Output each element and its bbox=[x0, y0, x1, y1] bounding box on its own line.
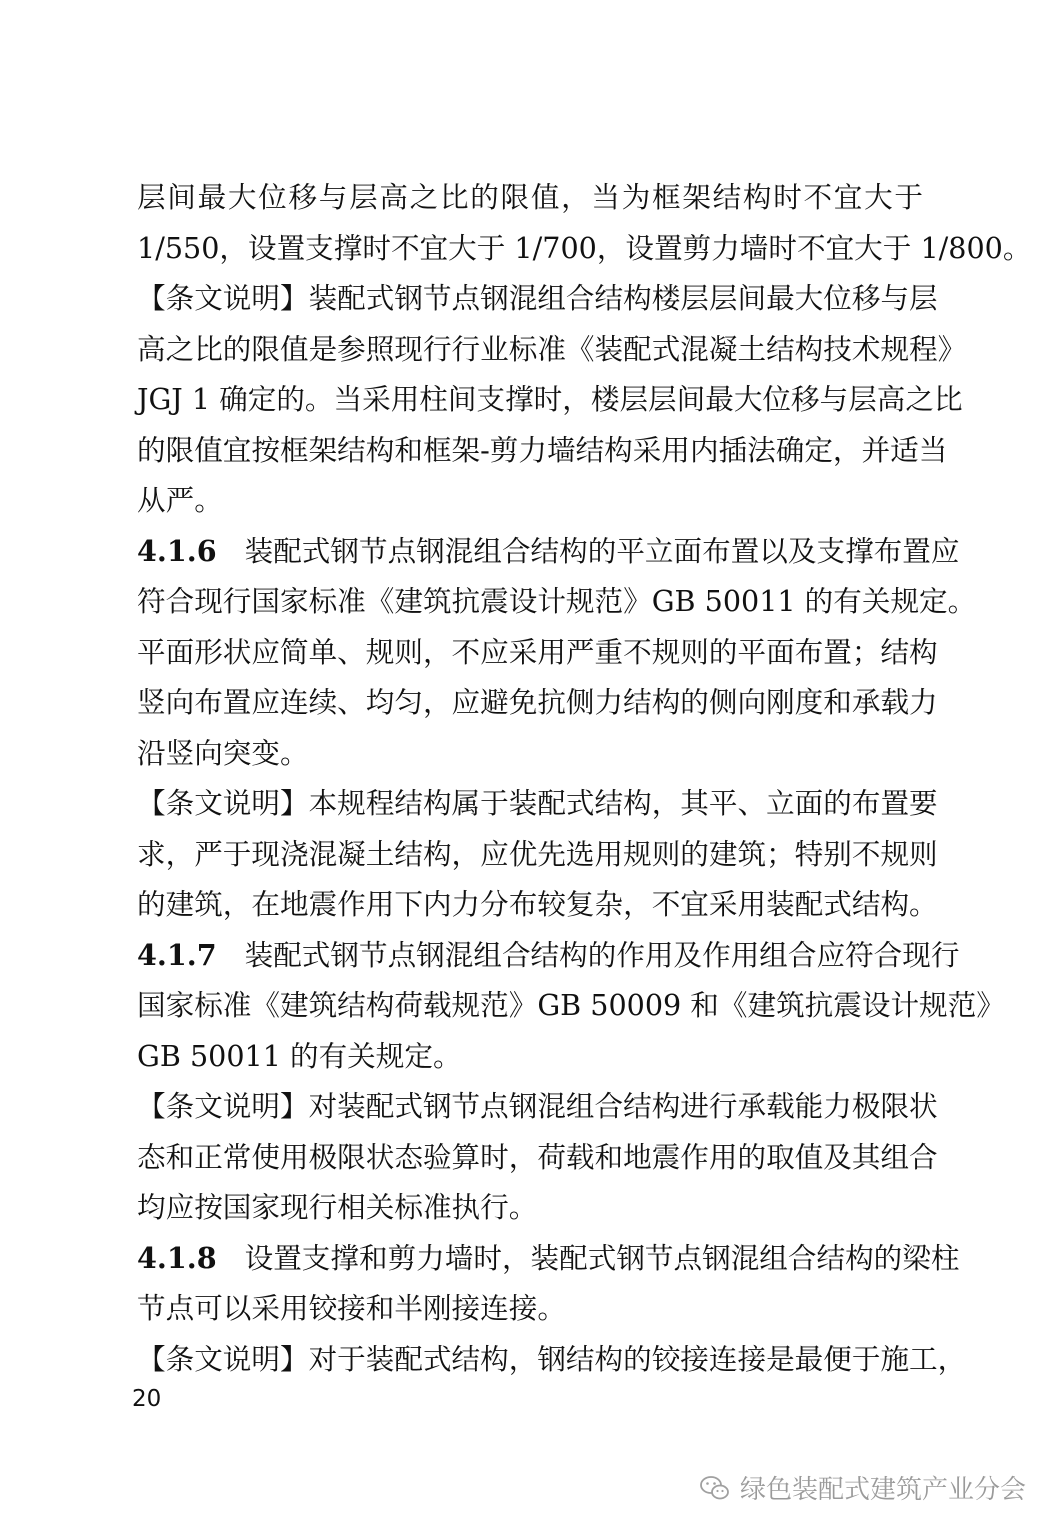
line-text: 高之比的限值是参照现行行业标准《装配式混凝土结构技术规程》 bbox=[137, 331, 967, 366]
text-line bbox=[137, 930, 960, 981]
line-text: GB 50011 的有关规定。 bbox=[137, 1038, 462, 1073]
line-text: 装配式钢节点钢混组合结构的作用及作用组合应符合现行 bbox=[244, 937, 960, 972]
line-text: 均应按国家现行相关标准执行。 bbox=[137, 1190, 538, 1224]
watermark-text: 绿色装配式建筑产业分会 bbox=[740, 1475, 1027, 1505]
text-line bbox=[137, 829, 938, 880]
line-text: 从严。 bbox=[137, 483, 223, 517]
line-text: 态和正常使用极限状态验算时，荷载和地震作用的取值及其组合 bbox=[137, 1139, 938, 1174]
text-line bbox=[137, 475, 923, 526]
text-line bbox=[137, 374, 963, 425]
page-number: 20 bbox=[132, 1386, 162, 1412]
line-text: 【条文说明】本规程结构属于装配式结构，其平、立面的布置要 bbox=[137, 786, 938, 820]
clause-number: 4.1.7 bbox=[137, 937, 217, 972]
text-line bbox=[137, 324, 967, 375]
text-line bbox=[137, 1233, 960, 1284]
text-line bbox=[137, 980, 1005, 1031]
text-line bbox=[137, 1334, 967, 1385]
text-line bbox=[137, 1031, 923, 1082]
line-text: 层间最大位移与层高之比的限值，当为框架结构时不宜大于 bbox=[137, 180, 923, 214]
text-line bbox=[137, 1132, 938, 1183]
line-text: 装配式钢节点钢混组合结构的平立面布置以及支撑布置应 bbox=[244, 533, 960, 568]
body-text bbox=[137, 172, 1032, 1384]
line-text: 设置支撑和剪力墙时，装配式钢节点钢混组合结构的梁柱 bbox=[244, 1240, 960, 1275]
text-line bbox=[137, 576, 977, 627]
line-text: JGJ 1 确定的。当采用柱间支撑时，楼层层间最大位移与层高之比 bbox=[137, 382, 963, 416]
line-text: 【条文说明】对装配式钢节点钢混组合结构进行承载能力极限状 bbox=[137, 1089, 938, 1123]
line-text: 1/550，设置支撑时不宜大于 1/700，设置剪力墙时不宜大于 1/800。 bbox=[137, 230, 1032, 265]
line-text: 竖向布置应连续、均匀，应避免抗侧力结构的侧向刚度和承载力 bbox=[137, 685, 938, 719]
clause-number: 4.1.6 bbox=[137, 533, 217, 568]
text-line bbox=[137, 1283, 923, 1334]
text-line bbox=[137, 1182, 923, 1233]
line-text: 国家标准《建筑结构荷载规范》GB 50009 和《建筑抗震设计规范》 bbox=[137, 988, 1005, 1022]
text-line bbox=[137, 425, 948, 476]
line-text: 的建筑，在地震作用下内力分布较复杂，不宜采用装配式结构。 bbox=[137, 887, 938, 921]
line-text: 求，严于现浇混凝土结构，应优先选用规则的建筑；特别不规则 bbox=[137, 836, 938, 871]
text-line bbox=[137, 627, 938, 678]
text-line bbox=[137, 677, 938, 728]
text-line bbox=[137, 778, 938, 829]
line-text: 【条文说明】装配式钢节点钢混组合结构楼层层间最大位移与层 bbox=[137, 281, 938, 315]
line-text: 【条文说明】对于装配式结构，钢结构的铰接连接是最便于施工， bbox=[137, 1341, 967, 1376]
line-text: 平面形状应简单、规则，不应采用严重不规则的平面布置；结构 bbox=[137, 634, 938, 669]
text-line bbox=[137, 526, 960, 577]
text-line bbox=[137, 223, 1032, 274]
line-text: 符合现行国家标准《建筑抗震设计规范》GB 50011 的有关规定。 bbox=[137, 584, 977, 618]
text-line bbox=[137, 879, 938, 930]
line-text: 沿竖向突变。 bbox=[137, 735, 309, 770]
text-line bbox=[137, 728, 923, 779]
line-text: 的限值宜按框架结构和框架-剪力墙结构采用内插法确定，并适当 bbox=[137, 432, 948, 467]
text-line bbox=[137, 1081, 938, 1132]
watermark bbox=[700, 1469, 1026, 1506]
line-text: 节点可以采用铰接和半刚接连接。 bbox=[137, 1291, 566, 1325]
text-line bbox=[137, 172, 923, 223]
clause-number: 4.1.8 bbox=[137, 1240, 217, 1275]
text-line bbox=[137, 273, 938, 324]
wechat-icon bbox=[700, 1475, 730, 1501]
